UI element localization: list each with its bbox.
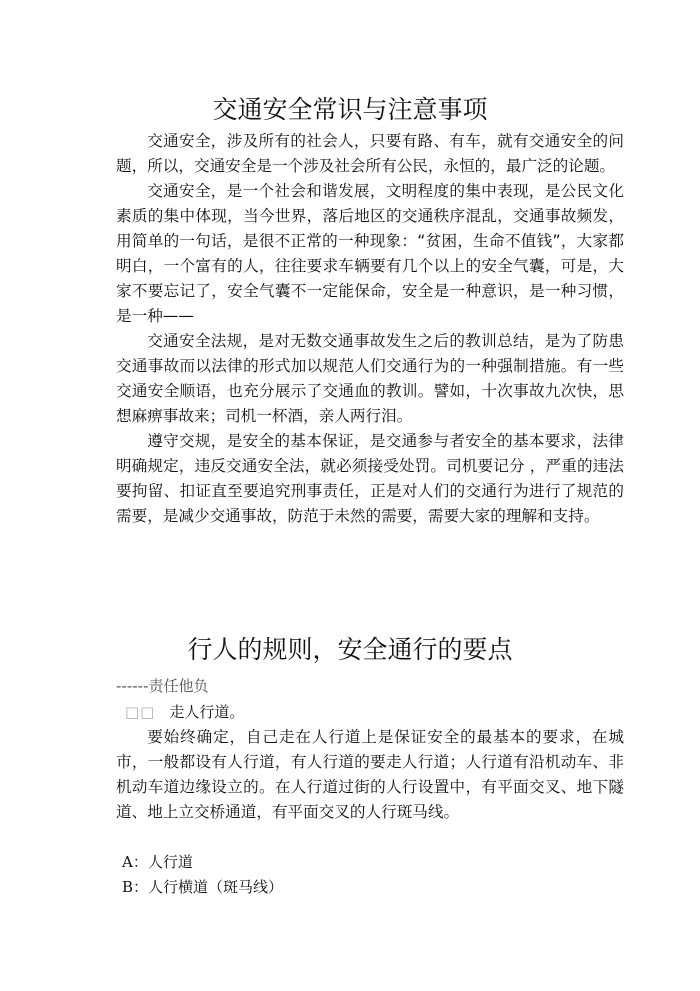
section-title: 行人的规则，安全通行的要点 [187, 635, 513, 664]
paragraph-3: 交通安全法规，是对无数交通事故发生之后的教训总结，是为了防患交通事故而以法律的形式加以规范人们交通行为的一种强制措施。有一些交通安全顺语，也充分展示了交通血的教训。譬如，十次事故九次快，思想麻痹事故来；司机一杯酒，亲人两行泪。 [116, 332, 624, 425]
paragraph-4: 遵守交规，是安全的基本保证，是交通参与者安全的基本要求，法律明确规定，违反交通安全法，就必须接受处罚。司机要记分 ，严重的违法要拘留、扣证直至要追究刑事责任，正是对人们的交通行为进行了规范的需要，是减少交通事故，防范于未然的需要，需要大家的理解和支持。 [116, 432, 624, 525]
checkbox-placeholder-icon: □□ [125, 703, 156, 721]
walk-label: 走人行道。 [169, 703, 245, 721]
paragraph-1: 交通安全，涉及所有的社会人，只要有路、有车，就有交通安全的问题，所以，交通安全是一个涉及社会所有公民，永恒的，最广泛的论题。 [116, 132, 624, 175]
options-list [122, 850, 283, 900]
option-b: B：人行横道（斑马线） [122, 878, 284, 896]
walk-heading [125, 700, 244, 725]
walk-paragraph: 要始终确定，自己走在人行道上是保证安全的最基本的要求，在城市，一般都设有人行道，有人行道的要走人行道；人行道有沿机动车、非机动车道边缘设立的。在人行道过街的人行设置中，有平面交叉、地下隧道、地上立交桥通道，有平面交叉的人行斑马线。 [116, 728, 624, 821]
walk-section [116, 725, 624, 825]
option-a: A：人行道 [122, 853, 193, 871]
intro-section [116, 129, 624, 529]
section-subtitle: ------责任他负 [116, 677, 209, 695]
page-title: 交通安全常识与注意事项 [212, 95, 488, 124]
paragraph-2: 交通安全，是一个社会和谐发展，文明程度的集中表现，是公民文化素质的集中体现，当今世界，落后地区的交通秩序混乱，交通事故频发，用简单的一句话，是很不正常的一种现象：“贫困，生命不值钱”，大家都明白，一个富有的人，往往要求车辆要有几个以上的安全气囊，可是，大家不要忘记了，安全气囊不一定能保命，安全是一种意识，是一种习惯，是一种—— [116, 182, 624, 325]
